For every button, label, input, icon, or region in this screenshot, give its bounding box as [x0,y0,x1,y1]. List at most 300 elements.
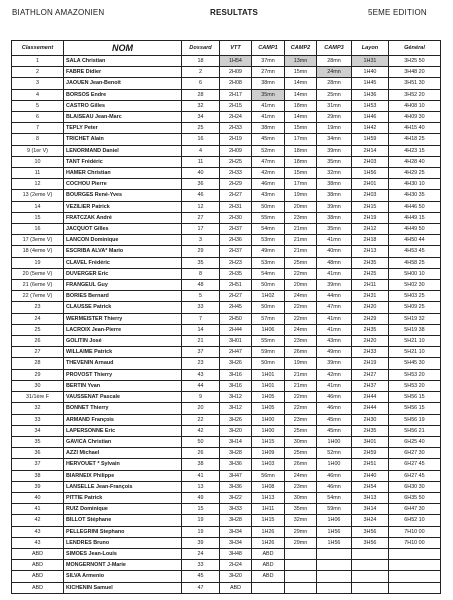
camp1-cell: 47mn [252,156,285,167]
layon-cell [352,582,389,593]
name-cell: HERVOUET * Sylvain [64,459,182,470]
camp3-cell: 39mn [317,201,352,212]
vtt-cell: 3H14 [220,436,252,447]
bib-cell: 25 [182,123,220,134]
camp3-cell: 44mn [317,291,352,302]
camp1-cell: 1H00 [252,414,285,425]
vtt-cell: 3H20 [220,571,252,582]
camp3-cell: 34mn [317,134,352,145]
layon-cell: 2H51 [352,459,389,470]
bib-cell: 2 [182,67,220,78]
table-row [12,280,441,291]
camp3-cell: 54mn [317,492,352,503]
bib-cell: 19 [182,515,220,526]
total-cell: 4H18 25 [389,134,441,145]
table-row [12,67,441,78]
table-row [12,414,441,425]
camp3-cell: 39mn [317,280,352,291]
camp2-cell: 26mn [285,347,317,358]
name-cell: FRATCZAK André [64,212,182,223]
total-cell: 5H56 15 [389,403,441,414]
camp2-cell: 15mn [285,168,317,179]
rank-cell: 37 [12,459,64,470]
camp1-cell: 43mn [252,190,285,201]
total-cell: 4H08 10 [389,100,441,111]
camp1-cell: 55mn [252,336,285,347]
total-cell: 5H53 20 [389,369,441,380]
rank-cell: 21 (6eme V) [12,280,64,291]
layon-cell: 2H35 [352,425,389,436]
camp2-cell: 35mn [285,504,317,515]
name-cell: VEZILIER Patrick [64,201,182,212]
layon-cell: 2H03 [352,156,389,167]
camp3-cell: 45mn [317,414,352,425]
total-cell: 5H19 38 [389,324,441,335]
table-row [12,425,441,436]
rank-cell: 14 [12,201,64,212]
col-vtt: VTT [220,41,252,56]
layon-cell: 1H59 [352,134,389,145]
vtt-cell: 3H12 [220,403,252,414]
name-cell: SILVA Armenio [64,571,182,582]
camp3-cell: 39mn [317,145,352,156]
camp3-cell: 41mn [317,235,352,246]
total-cell: 4H30 10 [389,179,441,190]
camp2-cell: 21mn [285,380,317,391]
total-cell: 4H28 40 [389,156,441,167]
layon-cell: 3H01 [352,436,389,447]
vtt-cell: 3H48 [220,548,252,559]
bib-cell: 18 [182,56,220,67]
total-cell: 5H00 10 [389,268,441,279]
total-cell: 6H52 10 [389,515,441,526]
layon-cell: 1H36 [352,89,389,100]
rank-cell: 8 [12,134,64,145]
layon-cell: 2H37 [352,380,389,391]
camp2-cell [285,582,317,593]
camp3-cell: 41mn [317,380,352,391]
rank-cell: 7 [12,123,64,134]
rank-cell: 23 [12,302,64,313]
table-row [12,459,441,470]
camp3-cell: 25mn [317,89,352,100]
table-row [12,291,441,302]
camp3-cell: 41mn [317,324,352,335]
name-cell: WERMEISTER Thierry [64,313,182,324]
camp3-cell: 46mn [317,470,352,481]
bib-cell: 39 [182,537,220,548]
name-cell: PITTIE Patrick [64,492,182,503]
bib-cell: 32 [182,100,220,111]
rank-cell: 19 [12,257,64,268]
rank-cell: ABD [12,548,64,559]
camp2-cell: 32mn [285,515,317,526]
camp1-cell: 1H01 [252,380,285,391]
rank-cell: 26 [12,336,64,347]
bib-cell: 20 [182,403,220,414]
camp2-cell: 13mn [285,56,317,67]
camp3-cell: 31mn [317,100,352,111]
table-row [12,537,441,548]
layon-cell: 2H35 [352,324,389,335]
camp3-cell: 35mn [317,224,352,235]
rank-cell: 11 [12,168,64,179]
table-row [12,369,441,380]
camp2-cell: 15mn [285,67,317,78]
bib-cell: 5 [182,291,220,302]
table-row [12,201,441,212]
rank-cell: 6 [12,112,64,123]
camp2-cell: 22mn [285,403,317,414]
rank-cell: 9 (1er V) [12,145,64,156]
rank-cell: 5 [12,100,64,111]
bib-cell: 24 [182,548,220,559]
camp1-cell: 41mn [252,100,285,111]
camp2-cell: 22mn [285,313,317,324]
table-row [12,224,441,235]
table-row [12,179,441,190]
rank-cell: 16 [12,224,64,235]
total-cell: 5H19 32 [389,313,441,324]
bib-cell: 41 [182,470,220,481]
name-cell: BILLOT Stéphane [64,515,182,526]
total-cell: 6H27 45 [389,459,441,470]
layon-cell: 2H59 [352,448,389,459]
col-camp1: CAMP1 [252,41,285,56]
bib-cell: 43 [182,369,220,380]
camp1-cell: 59mn [252,347,285,358]
camp2-cell: 23mn [285,212,317,223]
bib-cell: 15 [182,504,220,515]
total-cell: 4H58 25 [389,257,441,268]
vtt-cell: 3H36 [220,459,252,470]
camp2-cell [285,571,317,582]
rank-cell: 29 [12,369,64,380]
camp3-cell: 29mn [317,112,352,123]
layon-cell: 2H44 [352,392,389,403]
total-cell: 5H53 20 [389,380,441,391]
rank-cell: 32 [12,403,64,414]
camp2-cell: 20mn [285,280,317,291]
table-row [12,358,441,369]
layon-cell: 2H15 [352,201,389,212]
camp2-cell: 18mn [285,156,317,167]
bib-cell: 23 [182,358,220,369]
camp3-cell: 40mn [317,246,352,257]
name-cell: LANSELLE Jean-François [64,481,182,492]
camp3-cell: 46mn [317,392,352,403]
layon-cell: 2H01 [352,179,389,190]
layon-cell [352,560,389,571]
camp1-cell: 1H26 [252,526,285,537]
name-cell: BORIES Bernard [64,291,182,302]
name-cell: VAUSSENAT Pascale [64,392,182,403]
name-cell: SALA Christian [64,56,182,67]
camp3-cell [317,571,352,582]
camp3-cell: 59mn [317,504,352,515]
camp1-cell: 53mn [252,235,285,246]
name-cell: LENORMAND Daniel [64,145,182,156]
camp3-cell: 1H00 [317,436,352,447]
camp3-cell: 28mn [317,78,352,89]
total-cell: 6H25 40 [389,436,441,447]
layon-cell: 1H42 [352,123,389,134]
camp3-cell: 1H56 [317,526,352,537]
table-row [12,156,441,167]
camp2-cell: 21mn [285,224,317,235]
camp2-cell: 24mn [285,324,317,335]
layon-cell: 2H27 [352,369,389,380]
vtt-cell: 2H09 [220,67,252,78]
camp3-cell: 45mn [317,425,352,436]
vtt-cell: 2H24 [220,112,252,123]
vtt-cell: 3H26 [220,358,252,369]
layon-cell: 3H13 [352,492,389,503]
bib-cell: 14 [182,324,220,335]
camp2-cell: 23mn [285,481,317,492]
table-row [12,324,441,335]
camp3-cell: 48mn [317,257,352,268]
vtt-cell: 3H16 [220,369,252,380]
header-row [12,41,441,56]
bib-cell: 26 [182,448,220,459]
camp1-cell: 41mn [252,112,285,123]
table-row [12,313,441,324]
vtt-cell: 2H17 [220,89,252,100]
bib-cell: 27 [182,212,220,223]
total-cell: 7H10 00 [389,526,441,537]
total-cell: 5H02 30 [389,280,441,291]
camp3-cell: 47mn [317,302,352,313]
camp2-cell [285,560,317,571]
camp2-cell: 22mn [285,302,317,313]
camp2-cell: 29mn [285,537,317,548]
name-cell: LACROIX Jean-Pierre [64,324,182,335]
camp2-cell: 19mn [285,358,317,369]
name-cell: TANT Frédéric [64,156,182,167]
camp2-cell: 21mn [285,369,317,380]
camp3-cell: 39mn [317,358,352,369]
name-cell: PROVOST Thierry [64,369,182,380]
camp1-cell: 1H02 [252,291,285,302]
vtt-cell: 3H22 [220,492,252,503]
bib-cell: 36 [182,179,220,190]
camp2-cell: 14mn [285,89,317,100]
vtt-cell: 2H30 [220,212,252,223]
camp1-cell: 45mn [252,134,285,145]
layon-cell: 2H19 [352,212,389,223]
vtt-cell: 2H24 [220,560,252,571]
table-row [12,56,441,67]
camp3-cell: 35mn [317,156,352,167]
bib-cell: 50 [182,436,220,447]
camp1-cell: 1H13 [252,492,285,503]
camp3-cell: 1H56 [317,537,352,548]
layon-cell: 1H53 [352,100,389,111]
rank-cell: 42 [12,515,64,526]
camp2-cell: 18mn [285,145,317,156]
rank-cell: 12 [12,179,64,190]
layon-cell: 2H20 [352,336,389,347]
bib-cell: 16 [182,134,220,145]
camp1-cell: 50mn [252,358,285,369]
vtt-cell: 2H15 [220,100,252,111]
name-cell: BOURGES René-Yves [64,190,182,201]
camp2-cell: 30mn [285,492,317,503]
vtt-cell: 2H23 [220,257,252,268]
bib-cell: 37 [182,347,220,358]
table-row [12,515,441,526]
results-body [12,56,441,594]
camp1-cell: 1H05 [252,403,285,414]
layon-cell: 2H12 [352,224,389,235]
rank-cell: 33 [12,414,64,425]
vtt-cell: 3H28 [220,515,252,526]
total-cell: 3H25 50 [389,56,441,67]
total-cell: 3H48 20 [389,67,441,78]
rank-cell: 30 [12,380,64,391]
camp3-cell: 1H06 [317,515,352,526]
table-row [12,548,441,559]
vtt-cell: 3H34 [220,526,252,537]
bib-cell: 44 [182,380,220,391]
bib-cell: 9 [182,392,220,403]
rank-cell: 2 [12,67,64,78]
total-cell: 6H27 30 [389,448,441,459]
camp3-cell: 41mn [317,313,352,324]
layon-cell: 3H56 [352,537,389,548]
name-cell: BERTIN Yvan [64,380,182,391]
camp3-cell [317,560,352,571]
vtt-cell: 2H50 [220,313,252,324]
total-cell: 5H56 15 [389,392,441,403]
total-cell: 6H47 30 [389,504,441,515]
rank-cell: 39 [12,481,64,492]
camp1-cell: 1H08 [252,481,285,492]
vtt-cell: 3H20 [220,425,252,436]
name-cell: THEVENIN Arnaud [64,358,182,369]
table-row [12,347,441,358]
camp3-cell: 24mn [317,67,352,78]
layon-cell: 2H30 [352,414,389,425]
camp1-cell: 42mn [252,168,285,179]
rank-cell: 17 (3eme V) [12,235,64,246]
table-row [12,268,441,279]
bib-cell: 17 [182,224,220,235]
layon-cell: 2H40 [352,470,389,481]
camp2-cell: 14mn [285,112,317,123]
rank-cell: 28 [12,358,64,369]
table-row [12,470,441,481]
total-cell: 5H45 30 [389,358,441,369]
layon-cell: 2H11 [352,280,389,291]
header-left: BIATHLON AMAZONIEN [12,8,105,17]
camp3-cell [317,582,352,593]
name-cell: CLAVEL Frédéric [64,257,182,268]
table-row [12,436,441,447]
total-cell: 4H30 35 [389,190,441,201]
layon-cell: 1H56 [352,168,389,179]
camp2-cell: 29mn [285,526,317,537]
rank-cell: 4 [12,89,64,100]
bib-cell: 11 [182,156,220,167]
name-cell: BONNET Thierry [64,403,182,414]
total-cell: 5H21 10 [389,347,441,358]
camp2-cell: 21mn [285,235,317,246]
camp3-cell: 46mn [317,403,352,414]
camp2-cell: 25mn [285,448,317,459]
vtt-cell: 3H16 [220,380,252,391]
name-cell: LAPERSONNE Eric [64,425,182,436]
table-row [12,123,441,134]
table-row [12,492,441,503]
vtt-cell: 2H37 [220,246,252,257]
camp3-cell: 28mn [317,56,352,67]
total-cell: 4H29 25 [389,168,441,179]
vtt-cell: 3H28 [220,448,252,459]
layon-cell: 2H19 [352,358,389,369]
table-row [12,112,441,123]
rank-cell: 18 (4eme V) [12,246,64,257]
total-cell: 3H51 30 [389,78,441,89]
camp1-cell: 35mn [252,89,285,100]
camp2-cell: 15mn [285,123,317,134]
camp3-cell: 46mn [317,481,352,492]
layon-cell: 2H03 [352,190,389,201]
rank-cell: 25 [12,324,64,335]
vtt-cell: 2H27 [220,190,252,201]
vtt-cell: 2H35 [220,268,252,279]
header-right: 5EME EDITION [368,8,427,17]
rank-cell: 3 [12,78,64,89]
name-cell: MONGERNONT J-Marie [64,560,182,571]
total-cell: 4H49 15 [389,212,441,223]
vtt-cell: 2H09 [220,145,252,156]
rank-cell: 24 [12,313,64,324]
camp2-cell: 17mn [285,179,317,190]
name-cell: GOLITIN José [64,336,182,347]
vtt-cell: 2H25 [220,156,252,167]
camp1-cell: 1H05 [252,392,285,403]
layon-cell: 2H44 [352,403,389,414]
total-cell: 6H35 50 [389,492,441,503]
layon-cell: 1H31 [352,56,389,67]
name-cell: BORSOS Endre [64,89,182,100]
rank-cell: ABD [12,571,64,582]
camp2-cell: 23mn [285,414,317,425]
bib-cell: 49 [182,492,220,503]
vtt-cell: 3H01 [220,336,252,347]
vtt-cell: 2H33 [220,168,252,179]
rank-cell: 43 [12,537,64,548]
bib-cell: 45 [182,571,220,582]
table-row [12,145,441,156]
camp2-cell: 30mn [285,436,317,447]
col-general: Général [389,41,441,56]
camp1-cell: 1H06 [252,324,285,335]
name-cell: WILLAIME Patrick [64,347,182,358]
table-row [12,582,441,593]
name-cell: DUVERGER Eric [64,268,182,279]
name-cell: CLAUSSE Patrick [64,302,182,313]
total-cell [389,582,441,593]
name-cell: FABRE Didier [64,67,182,78]
col-camp3: CAMP3 [317,41,352,56]
rank-cell: 10 [12,156,64,167]
total-cell: 5H56 21 [389,425,441,436]
vtt-cell: 3H36 [220,481,252,492]
vtt-cell: 2H08 [220,78,252,89]
